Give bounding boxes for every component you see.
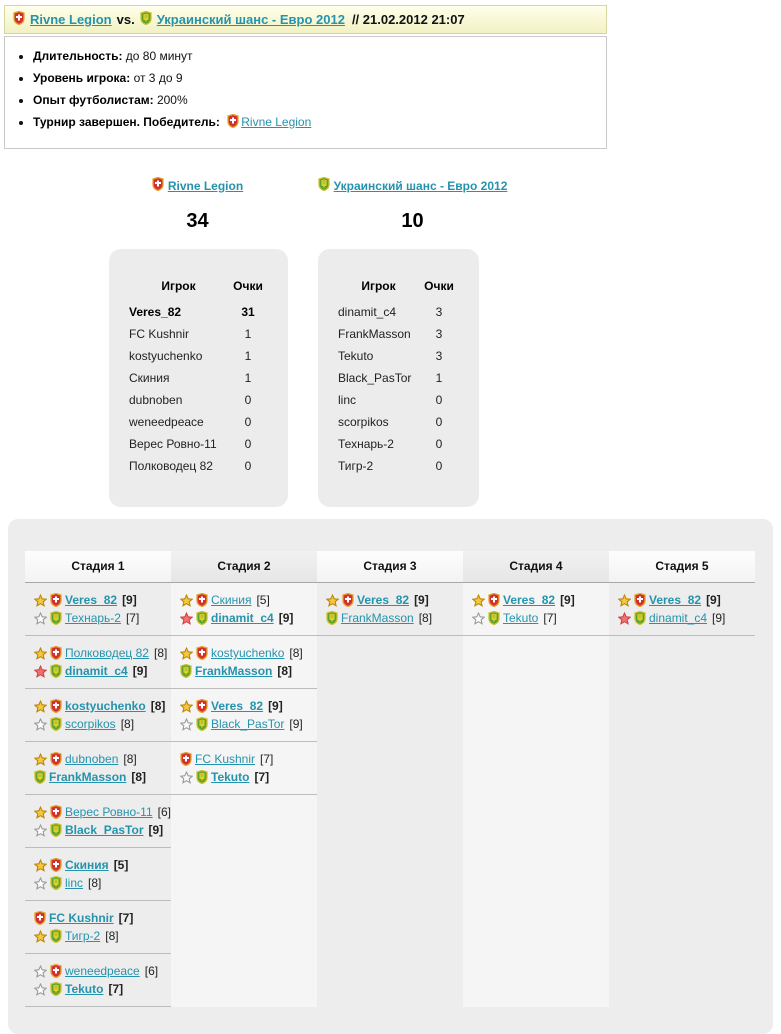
gold-star-icon <box>180 700 193 713</box>
match-cell <box>25 636 171 689</box>
stage-column <box>609 551 755 1007</box>
roster-player-name: FC Kushnir <box>129 327 190 341</box>
roster-player-name: FrankMasson <box>338 327 411 341</box>
player-rating: [8] <box>418 611 433 625</box>
match-row <box>34 980 167 998</box>
player-rating: [9] <box>712 611 726 625</box>
gold-star-icon <box>34 700 47 713</box>
info-item <box>33 114 598 133</box>
roster-row <box>338 455 459 477</box>
roster-player-name: Верес Ровно-11 <box>129 437 217 451</box>
stage-body <box>171 583 317 1007</box>
player-link[interactable]: dinamit_c4 <box>211 611 274 625</box>
match-row <box>180 662 313 680</box>
roster-player-points: 0 <box>244 459 252 473</box>
team-badge-red-icon <box>50 699 62 713</box>
match-row <box>34 591 167 609</box>
player-rating: [9] <box>414 593 429 607</box>
roster-player-name: Скиния <box>129 371 170 385</box>
gold-star-icon <box>472 594 485 607</box>
player-rating: [8] <box>105 929 119 943</box>
gray-star-icon <box>34 612 47 625</box>
player-rating: [8] <box>150 699 166 713</box>
player-link[interactable]: FrankMasson <box>49 770 127 784</box>
rosters <box>109 249 781 507</box>
roster-player-name: Black_PasTor <box>338 371 412 385</box>
gold-star-icon <box>34 647 47 660</box>
page <box>0 5 781 1034</box>
match-cell <box>171 742 317 795</box>
team-badge-red-icon <box>634 593 646 607</box>
match-row <box>34 803 171 821</box>
stage-body <box>317 583 463 1007</box>
gold-star-icon <box>180 594 193 607</box>
match-cell <box>171 689 317 742</box>
player-link[interactable]: Скиния <box>65 858 109 872</box>
gold-star-icon <box>34 594 47 607</box>
gray-star-icon <box>34 824 47 837</box>
team-badge-red-icon <box>34 911 46 925</box>
player-link[interactable]: Верес Ровно-11 <box>65 805 153 819</box>
match-row <box>326 609 459 627</box>
gold-star-icon <box>618 594 631 607</box>
gray-star-icon <box>34 983 47 996</box>
match-row <box>180 715 313 733</box>
stage-body <box>25 583 171 1007</box>
roster-player-points: 1 <box>435 371 443 385</box>
roster-row <box>129 301 268 323</box>
roster-row <box>338 433 459 455</box>
roster-row <box>338 323 459 345</box>
team-badge-red-icon <box>196 699 208 713</box>
tournament-info-list <box>13 48 598 133</box>
points-column-header: Очки <box>233 279 263 293</box>
info-item: • Уровень игрока: от 3 до 9 <box>33 70 598 87</box>
info-item: • Опыт футболистам: 200% <box>33 92 598 109</box>
team-badge-green-icon <box>50 717 62 731</box>
roster-player-points: 0 <box>435 415 443 429</box>
roster-player-points: 0 <box>244 437 252 451</box>
stage-column <box>171 551 317 1007</box>
match-datetime: // 21.02.2012 21:07 <box>351 12 465 27</box>
match-cell <box>25 795 171 848</box>
player-link[interactable]: Полководец 82 <box>65 646 149 660</box>
player-link[interactable]: Veres_82 <box>357 593 410 607</box>
scoreboard-team2 <box>295 177 530 233</box>
player-rating: [9] <box>148 823 164 837</box>
team-badge-red-icon <box>50 858 62 872</box>
tournament-info-box <box>4 36 607 149</box>
roster-player-name: Veres_82 <box>129 305 182 319</box>
roster-player-points: 3 <box>435 305 443 319</box>
match-row <box>34 927 167 945</box>
match-row <box>180 768 313 786</box>
gold-star-icon <box>34 806 47 819</box>
player-link[interactable]: FC Kushnir <box>49 911 114 925</box>
roster-player-name: dubnoben <box>129 393 183 407</box>
player-rating: [7] <box>108 982 124 996</box>
team-badge-green-icon <box>50 929 62 943</box>
player-rating: [8] <box>277 664 293 678</box>
roster-row <box>338 411 459 433</box>
roster-team1-table <box>129 277 268 477</box>
match-row <box>472 591 605 609</box>
gold-star-icon <box>34 859 47 872</box>
info-label: Уровень игрока: <box>33 71 131 85</box>
player-rating: [7] <box>118 911 134 925</box>
match-row <box>34 609 167 627</box>
roster-player-name: Полководец 82 <box>129 459 213 473</box>
roster-player-name: Тигр-2 <box>338 459 374 473</box>
team-badge-green-icon <box>140 11 152 28</box>
match-cell <box>25 742 171 795</box>
match-row <box>180 750 313 768</box>
roster-row <box>129 323 268 345</box>
match-row <box>34 874 167 892</box>
match-row <box>34 962 167 980</box>
roster-player-name: scorpikos <box>338 415 389 429</box>
player-link[interactable]: Технарь-2 <box>65 611 121 625</box>
stage-header: Стадия 1 <box>25 551 171 583</box>
red-star-icon <box>180 612 193 625</box>
roster-player-points: 31 <box>241 305 255 319</box>
team-badge-green-icon <box>488 611 500 625</box>
gray-star-icon <box>34 965 47 978</box>
match-row <box>326 591 459 609</box>
match-cell <box>25 954 171 1007</box>
team-badge-red-icon <box>50 752 62 766</box>
stage-column <box>317 551 463 1007</box>
roster-player-points: 0 <box>435 437 443 451</box>
stage-header: Стадия 5 <box>609 551 755 583</box>
scoreboard-team2-link[interactable]: Украинский шанс - Евро 2012 <box>333 178 508 193</box>
team-badge-red-icon <box>488 593 500 607</box>
player-link[interactable]: scorpikos <box>65 717 116 731</box>
gold-star-icon <box>180 647 193 660</box>
match-row <box>34 768 167 786</box>
player-link[interactable]: weneedpeace <box>65 964 140 978</box>
roster-row <box>338 345 459 367</box>
team-badge-green-icon <box>180 664 192 678</box>
stage-header: Стадия 4 <box>463 551 609 583</box>
player-link[interactable]: Veres_82 <box>65 593 118 607</box>
team-badge-red-icon <box>180 752 192 766</box>
gold-star-icon <box>326 594 339 607</box>
team-badge-green-icon <box>634 611 646 625</box>
roster-row <box>129 389 268 411</box>
team-badge-green-icon <box>196 770 208 784</box>
player-rating: [9] <box>132 664 148 678</box>
match-row <box>34 644 167 662</box>
player-rating: [9] <box>268 699 283 713</box>
match-cell <box>317 583 463 636</box>
match-row <box>34 909 167 927</box>
gray-star-icon <box>180 771 193 784</box>
team-badge-green-icon <box>326 611 338 625</box>
stages-grid <box>25 551 756 1007</box>
info-label: Турнир завершен. Победитель: <box>33 115 220 129</box>
roster-row <box>129 455 268 477</box>
player-column-header: Игрок <box>161 279 196 293</box>
player-rating: [6] <box>144 964 159 978</box>
team2-score: 10 <box>401 210 424 232</box>
match-row <box>180 609 313 627</box>
player-link[interactable]: Veres_82 <box>211 699 264 713</box>
player-rating: [7] <box>543 611 557 625</box>
roster-row <box>338 301 459 323</box>
gray-star-icon <box>34 877 47 890</box>
team-badge-green-icon <box>196 611 208 625</box>
roster-team2-table <box>338 277 459 477</box>
match-row <box>34 697 167 715</box>
roster-player-points: 3 <box>435 349 443 363</box>
match-row <box>34 856 167 874</box>
match-cell <box>25 901 171 954</box>
roster-player-name: dinamit_c4 <box>338 305 397 319</box>
match-cell <box>25 689 171 742</box>
match-cell <box>609 583 755 636</box>
team-badge-green-icon <box>318 177 330 191</box>
roster-player-points: 0 <box>435 459 443 473</box>
info-label: Опыт футболистам: <box>33 93 154 107</box>
team-badge-red-icon <box>227 114 239 133</box>
match-row <box>34 750 167 768</box>
player-rating: [9] <box>706 593 721 607</box>
stage-column <box>25 551 171 1007</box>
player-link[interactable]: FC Kushnir <box>195 752 256 766</box>
player-rating: [5] <box>113 858 129 872</box>
team2-link[interactable]: Украинский шанс - Евро 2012 <box>156 12 345 27</box>
team-badge-green-icon <box>50 664 62 678</box>
roster-team1 <box>109 249 288 507</box>
match-row <box>180 591 313 609</box>
roster-row <box>338 367 459 389</box>
player-link[interactable]: linc <box>65 876 84 890</box>
player-rating: [9] <box>122 593 137 607</box>
gold-star-icon <box>34 753 47 766</box>
match-row <box>34 821 167 839</box>
player-rating: [8] <box>120 717 135 731</box>
points-column-header: Очки <box>424 279 454 293</box>
match-row <box>618 591 751 609</box>
player-link[interactable]: Veres_82 <box>649 593 702 607</box>
player-rating: [9] <box>289 717 303 731</box>
red-star-icon <box>618 612 631 625</box>
team-badge-green-icon <box>50 876 62 890</box>
player-rating: [8] <box>131 770 147 784</box>
player-link[interactable]: Black_PasTor <box>65 823 144 837</box>
roster-player-points: 0 <box>244 415 252 429</box>
stage-header: Стадия 3 <box>317 551 463 583</box>
team-badge-red-icon <box>50 964 62 978</box>
team-badge-red-icon <box>196 593 208 607</box>
roster-row <box>338 389 459 411</box>
roster-player-points: 0 <box>244 393 252 407</box>
match-title-bar <box>4 5 607 34</box>
team-badge-red-icon <box>13 11 25 28</box>
stage-body <box>609 583 755 1007</box>
match-cell <box>463 583 609 636</box>
player-rating: [9] <box>278 611 294 625</box>
team-badge-red-icon <box>13 11 25 25</box>
player-rating: [7] <box>260 752 274 766</box>
player-rating: [8] <box>153 646 168 660</box>
player-link[interactable]: Tekuto <box>65 982 104 996</box>
stage-body <box>463 583 609 1007</box>
team-badge-red-icon <box>50 805 62 819</box>
roster-row <box>129 345 268 367</box>
match-cell <box>25 848 171 901</box>
info-label: Длительность: <box>33 49 123 63</box>
roster-player-name: kostyuchenko <box>129 349 203 363</box>
team-badge-green-icon <box>140 11 152 25</box>
red-star-icon <box>34 665 47 678</box>
roster-row <box>129 367 268 389</box>
roster-player-points: 3 <box>435 327 443 341</box>
scoreboard-team1-link[interactable]: Rivne Legion <box>167 178 244 193</box>
player-link[interactable]: kostyuchenko <box>211 646 285 660</box>
roster-player-name: Tekuto <box>338 349 374 363</box>
roster-row <box>129 433 268 455</box>
gray-star-icon <box>34 718 47 731</box>
player-rating: [5] <box>256 593 270 607</box>
team-badge-red-icon <box>342 593 354 607</box>
team-badge-red-icon <box>50 593 62 607</box>
match-cell <box>171 636 317 689</box>
gray-star-icon <box>472 612 485 625</box>
player-column-header: Игрок <box>361 279 396 293</box>
team-badge-green-icon <box>50 611 62 625</box>
info-item: • Длительность: до 80 минут <box>33 48 598 65</box>
player-rating: [7] <box>254 770 270 784</box>
match-row <box>34 715 167 733</box>
roster-player-points: 1 <box>244 327 252 341</box>
winner-link[interactable]: Rivne Legion <box>241 115 312 129</box>
team-badge-green-icon <box>34 770 46 784</box>
team-badge-red-icon <box>196 646 208 660</box>
player-link[interactable]: Black_PasTor <box>211 717 285 731</box>
player-link[interactable]: kostyuchenko <box>65 699 146 713</box>
match-row <box>180 644 313 662</box>
player-link[interactable]: FrankMasson <box>341 611 414 625</box>
team-badge-red-icon <box>152 177 164 191</box>
gold-star-icon <box>34 930 47 943</box>
player-link[interactable]: dinamit_c4 <box>649 611 708 625</box>
team-badge-red-icon <box>50 646 62 660</box>
roster-player-name: weneedpeace <box>129 415 204 429</box>
roster-player-points: 1 <box>244 349 252 363</box>
match-row <box>180 697 313 715</box>
vs-label: vs. <box>116 12 135 27</box>
player-link[interactable]: dubnoben <box>65 752 119 766</box>
roster-row <box>129 411 268 433</box>
team-badge-red-icon <box>152 177 164 194</box>
roster-player-name: linc <box>338 393 357 407</box>
match-row <box>618 609 751 627</box>
match-cell <box>25 583 171 636</box>
roster-team2 <box>318 249 479 507</box>
player-link[interactable]: Veres_82 <box>503 593 556 607</box>
player-rating: [6] <box>157 805 171 819</box>
stage-column <box>463 551 609 1007</box>
gray-star-icon <box>180 718 193 731</box>
player-link[interactable]: dinamit_c4 <box>65 664 128 678</box>
team-badge-red-icon <box>227 114 239 128</box>
player-rating: [8] <box>88 876 102 890</box>
roster-player-points: 1 <box>244 371 252 385</box>
player-rating: [8] <box>123 752 137 766</box>
team-badge-green-icon <box>318 177 330 194</box>
player-link[interactable]: Тигр-2 <box>65 929 101 943</box>
team1-link[interactable]: Rivne Legion <box>30 12 112 27</box>
team-badge-green-icon <box>196 717 208 731</box>
player-link[interactable]: FrankMasson <box>195 664 273 678</box>
match-row <box>34 662 167 680</box>
match-cell <box>171 583 317 636</box>
team1-score: 34 <box>186 210 209 232</box>
player-link[interactable]: Tekuto <box>503 611 539 625</box>
team-badge-green-icon <box>50 823 62 837</box>
scoreboard-team1 <box>100 177 295 233</box>
team-badge-green-icon <box>50 982 62 996</box>
stage-header: Стадия 2 <box>171 551 317 583</box>
player-link[interactable]: Tekuto <box>211 770 250 784</box>
match-row <box>472 609 605 627</box>
player-rating: [9] <box>560 593 575 607</box>
player-rating: [7] <box>125 611 140 625</box>
player-rating: [8] <box>289 646 303 660</box>
roster-player-name: Технарь-2 <box>338 437 394 451</box>
scoreboard <box>100 177 781 233</box>
roster-player-points: 0 <box>435 393 443 407</box>
player-link[interactable]: Скиния <box>211 593 252 607</box>
stages-panel <box>8 519 773 1034</box>
